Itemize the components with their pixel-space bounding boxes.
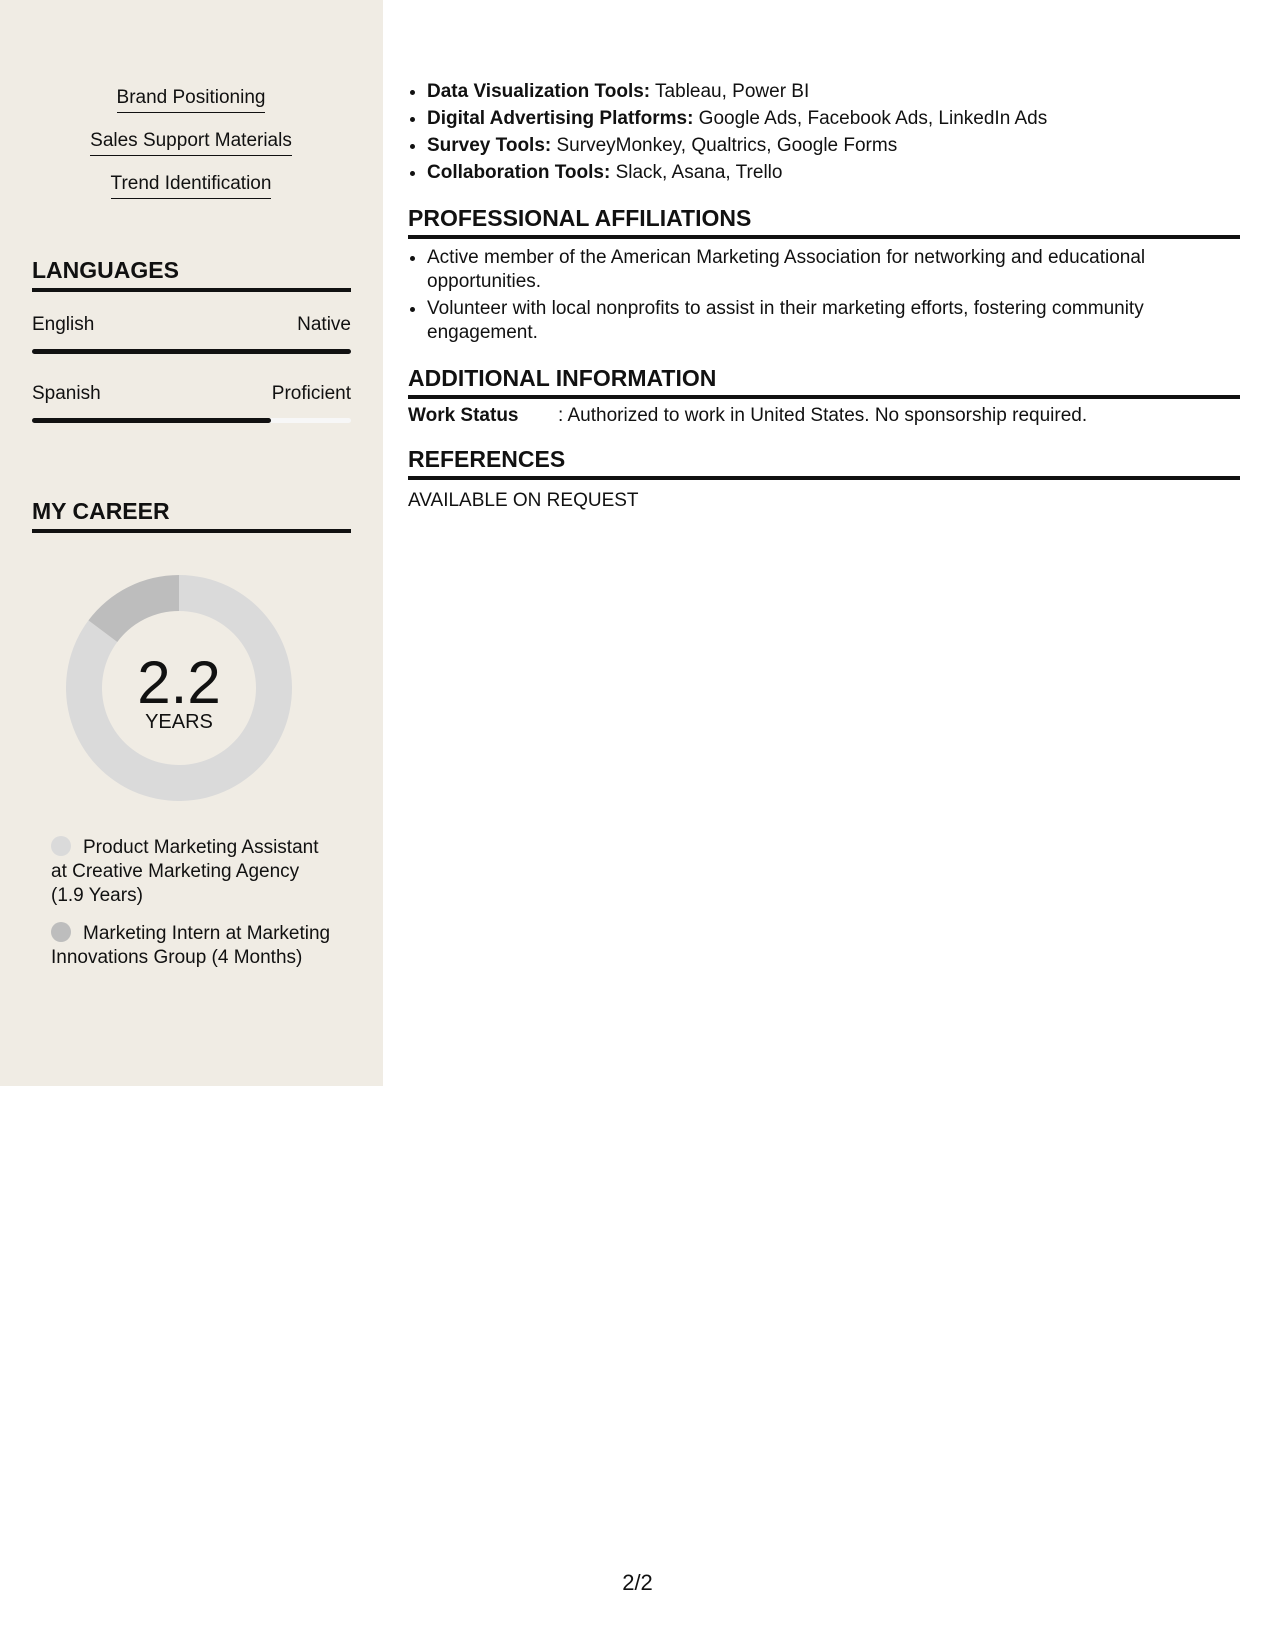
page-number: 2/2	[622, 1570, 653, 1595]
tool-label: Digital Advertising Platforms:	[427, 108, 694, 129]
additional-info-heading: ADDITIONAL INFORMATION	[408, 364, 1240, 399]
skill-tag: Trend Identification	[111, 172, 272, 199]
tools-list-item	[427, 107, 1259, 131]
career-item	[51, 836, 331, 908]
tool-label: Collaboration Tools:	[427, 162, 611, 183]
career-donut-chart	[66, 575, 292, 801]
tool-value: Slack, Asana, Trello	[610, 162, 783, 183]
language-level: Native	[297, 314, 351, 335]
affiliations-list	[408, 246, 1227, 348]
skill-tag: Sales Support Materials	[90, 129, 292, 156]
language-proficiency-bar	[32, 418, 351, 423]
tool-value: Google Ads, Facebook Ads, LinkedIn Ads	[693, 108, 1048, 129]
references-heading: REFERENCES	[408, 445, 1240, 480]
tool-label: Data Visualization Tools:	[427, 81, 651, 102]
sidebar	[0, 0, 383, 1086]
language-name: English	[32, 314, 95, 335]
career-item-text: Product Marketing Assistant at Creative Marketing Agency (1.9 Years)	[51, 837, 319, 906]
tool-label: Survey Tools:	[427, 135, 552, 156]
career-item	[51, 922, 331, 970]
career-years-unit: YEARS	[145, 711, 213, 733]
career-total-years: 2.2	[137, 649, 221, 716]
career-heading: MY CAREER	[32, 497, 351, 533]
tools-list	[408, 80, 1259, 188]
work-status-label: Work Status	[408, 405, 519, 426]
language-proficiency-fill	[32, 418, 271, 423]
tools-list-item	[427, 161, 1259, 185]
language-proficiency-bar	[32, 349, 351, 354]
tool-value: SurveyMonkey, Qualtrics, Google Forms	[551, 135, 898, 156]
tools-list-item	[427, 80, 1259, 104]
career-legend-dot	[51, 922, 71, 942]
language-proficiency-fill	[32, 349, 351, 354]
affiliation-item: • Volunteer with local nonprofits to assist in their marketing efforts, fostering community engagement.	[427, 297, 1227, 345]
affiliations-heading: PROFESSIONAL AFFILIATIONS	[408, 204, 1240, 239]
language-name: Spanish	[32, 383, 101, 404]
skill-tag: Brand Positioning	[117, 86, 266, 113]
references-text: AVAILABLE ON REQUEST	[408, 490, 639, 511]
career-item-text: Marketing Intern at Marketing Innovations Group (4 Months)	[51, 923, 331, 968]
languages-heading: LANGUAGES	[32, 256, 351, 292]
affiliation-item: • Active member of the American Marketing Association for networking and educational opportunities.	[427, 246, 1227, 294]
tool-value: Tableau, Power BI	[650, 81, 810, 102]
career-list	[51, 836, 331, 984]
work-status-value: : Authorized to work in United States. No sponsorship required.	[558, 405, 1088, 426]
work-status-row	[408, 405, 1087, 427]
skill-tags	[32, 86, 350, 215]
language-level: Proficient	[271, 383, 351, 404]
career-legend-dot	[51, 836, 71, 856]
tools-list-item	[427, 134, 1259, 158]
